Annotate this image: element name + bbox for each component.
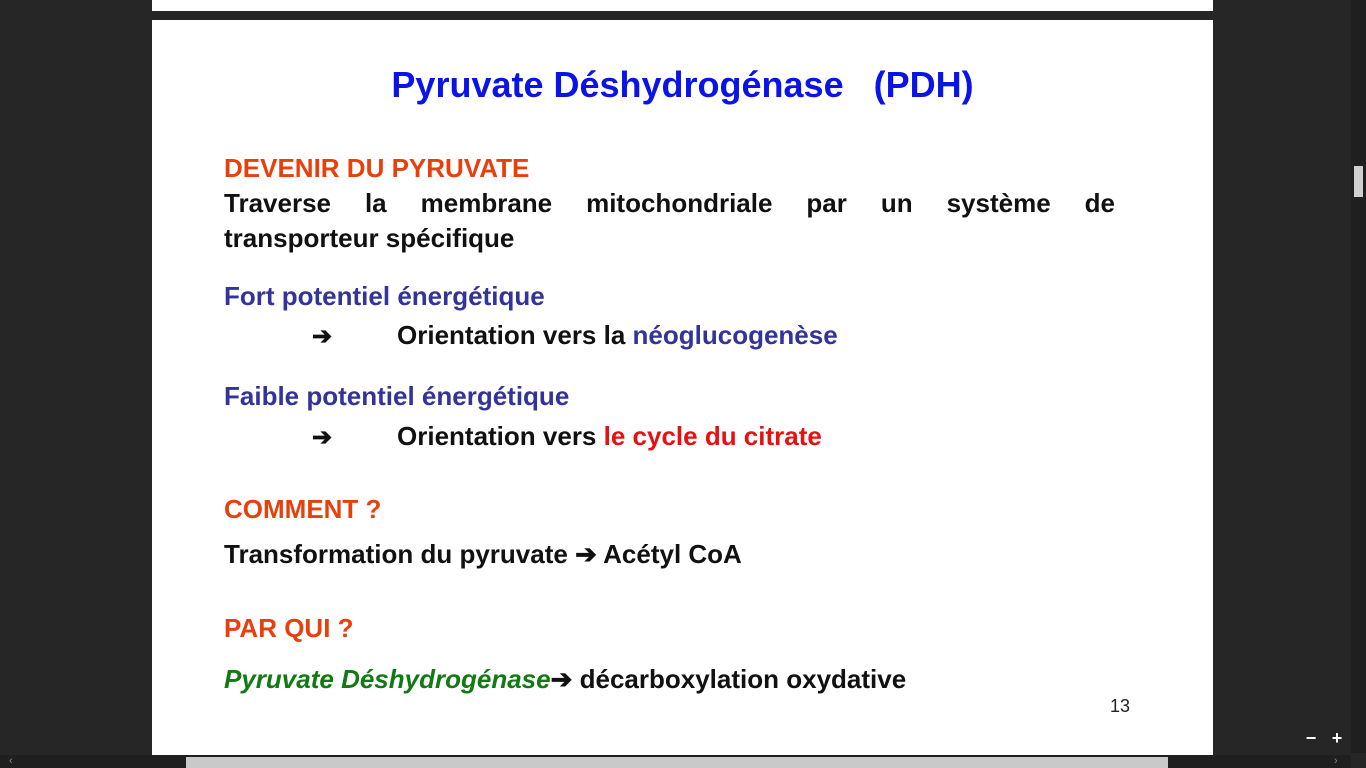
slide-title: Pyruvate Déshydrogénase (PDH)	[391, 64, 974, 105]
high-energy-bullet	[312, 320, 838, 351]
low-energy-bullet	[312, 421, 822, 452]
zoom-out-button[interactable]: −	[1305, 728, 1317, 748]
horizontal-scrollbar-thumb[interactable]	[186, 757, 1168, 768]
arrow-right-icon: ➔	[550, 664, 573, 694]
how-text	[224, 539, 742, 570]
horizontal-scrollbar[interactable]	[0, 755, 1351, 768]
section-heading-devenir: DEVENIR DU PYRUVATE	[224, 153, 530, 183]
zoom-controls	[1303, 727, 1347, 749]
how-text-right: Acétyl CoA	[596, 539, 742, 569]
membrane-text-line2: transporteur spécifique	[224, 223, 515, 253]
vertical-scrollbar-thumb[interactable]	[1354, 166, 1363, 197]
scroll-right-arrow-icon[interactable]: ›	[1334, 755, 1338, 767]
scroll-left-arrow-icon[interactable]: ‹	[9, 755, 13, 767]
how-text-left: Transformation du pyruvate	[224, 539, 576, 569]
high-energy-bullet-text: Orientation vers la	[397, 320, 633, 350]
who-text-right: décarboxylation oxydative	[572, 664, 907, 694]
section-heading-par-qui: PAR QUI ?	[224, 613, 354, 643]
section-text-membrane	[224, 186, 1115, 256]
membrane-text-line1: Traverse la membrane mitochondriale par un système de	[224, 188, 1115, 218]
arrow-right-icon: ➔	[312, 323, 333, 350]
slide-page	[152, 20, 1213, 768]
section-heading-comment: COMMENT ?	[224, 494, 382, 524]
zoom-in-button[interactable]: +	[1331, 728, 1343, 748]
arrow-right-icon: ➔	[312, 424, 333, 451]
high-energy-heading: Fort potentiel énergétique	[224, 281, 545, 311]
who-text	[224, 664, 906, 695]
enzyme-name: Pyruvate Déshydrogénase	[224, 664, 551, 694]
previous-page-edge	[152, 0, 1213, 11]
vertical-scrollbar[interactable]	[1351, 0, 1366, 753]
high-energy-bullet-highlight: néoglucogenèse	[632, 320, 838, 350]
arrow-right-icon: ➔	[575, 539, 597, 569]
low-energy-heading: Faible potentiel énergétique	[224, 381, 570, 411]
low-energy-bullet-text: Orientation vers	[397, 421, 604, 451]
page-number: 13	[1110, 696, 1131, 716]
low-energy-bullet-highlight: le cycle du citrate	[603, 421, 822, 451]
